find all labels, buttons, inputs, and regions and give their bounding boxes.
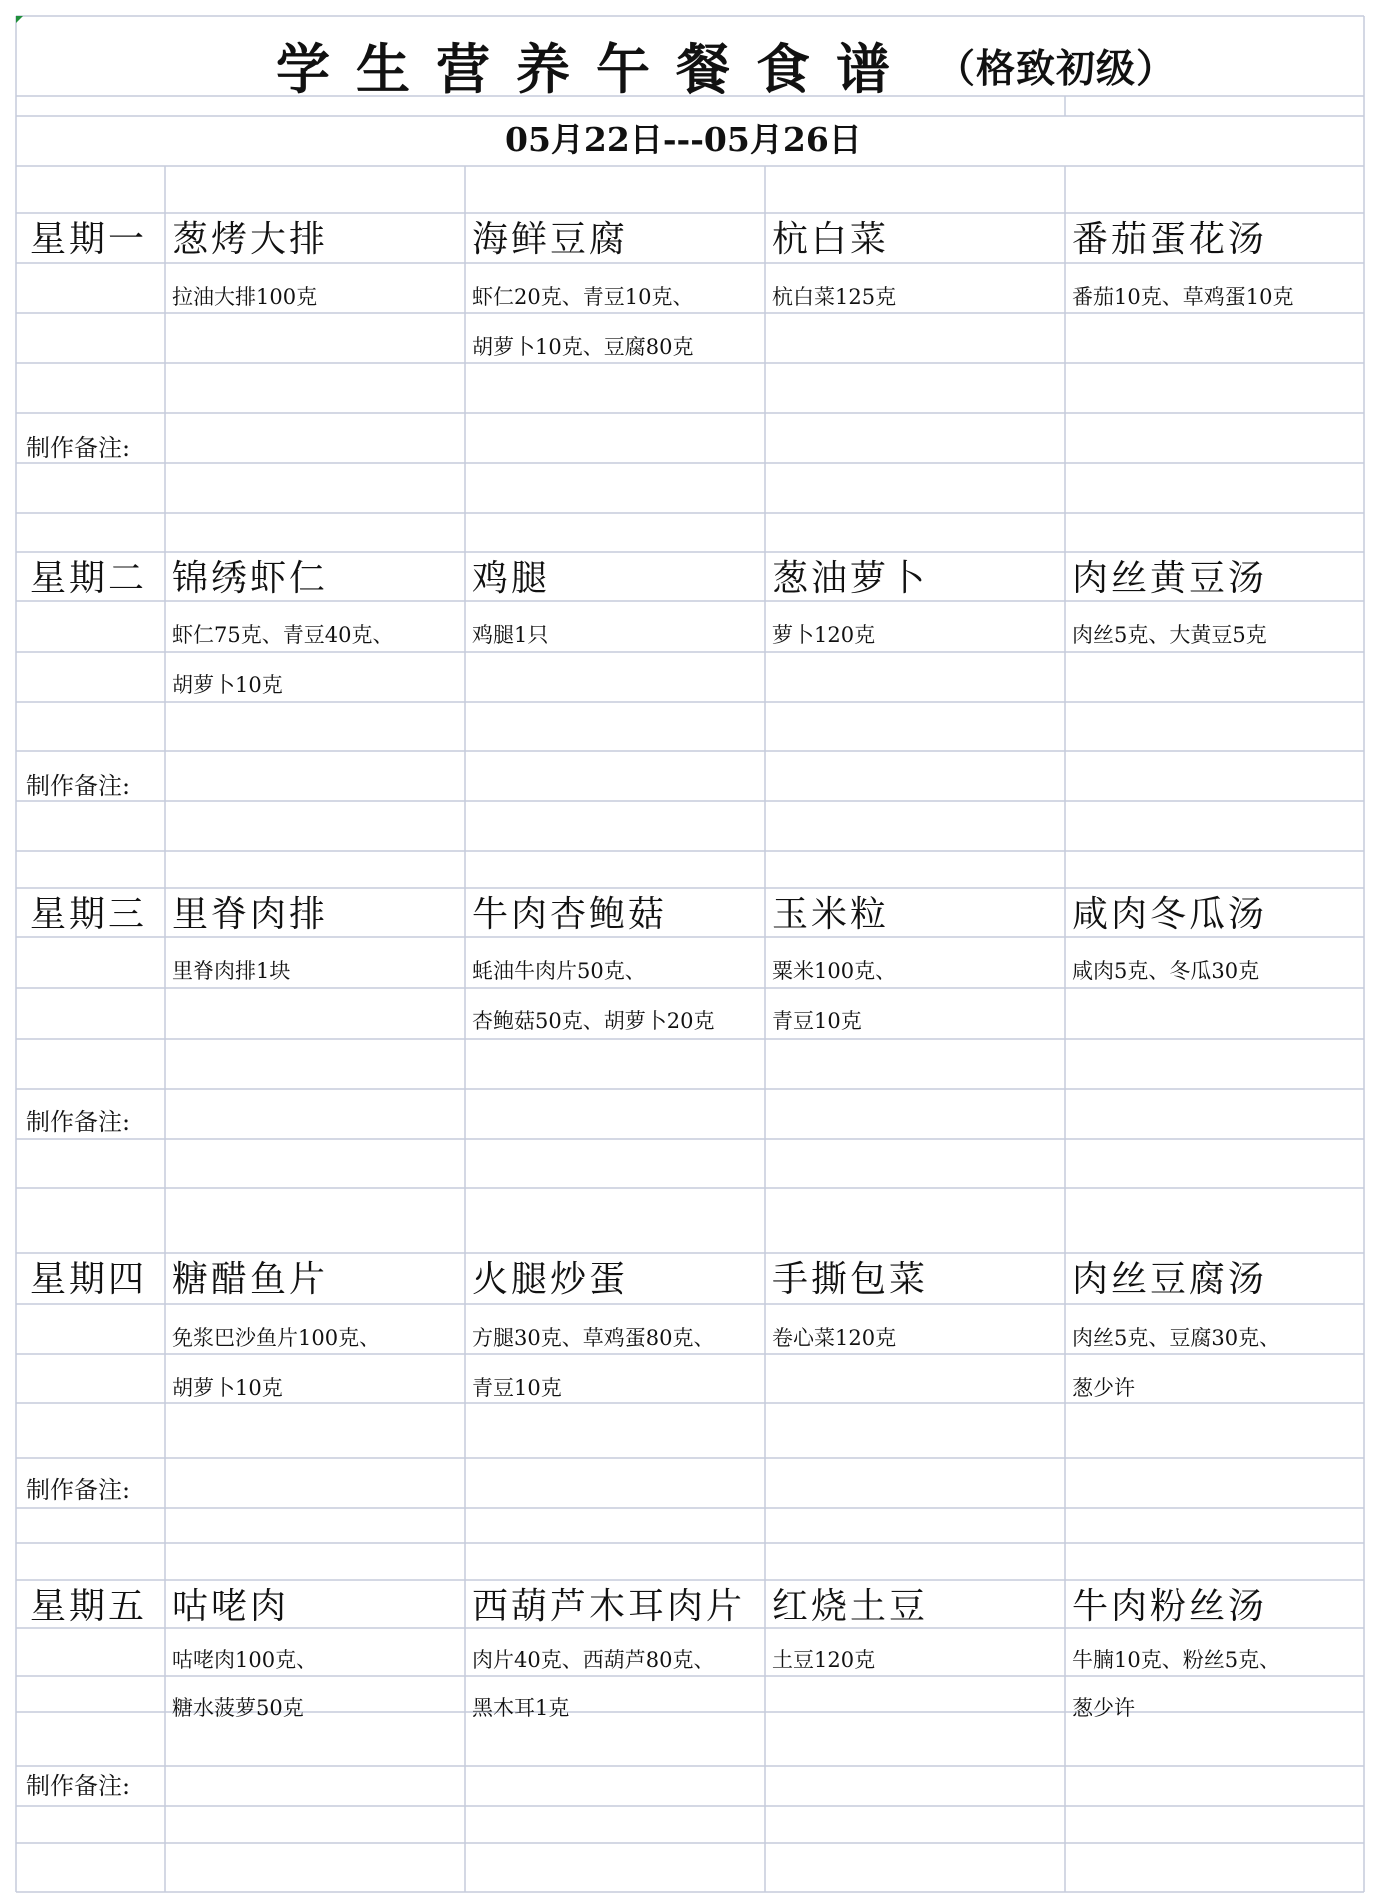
ingredient-line: 肉片40克、西葫芦80克、 (472, 1648, 715, 1672)
ingredient-line: 番茄10克、草鸡蛋10克 (1072, 285, 1294, 309)
dish-name: 葱烤大排 (172, 219, 329, 260)
dish-name: 牛肉杏鲍菇 (472, 894, 668, 935)
cell-indicator-icon (16, 16, 23, 23)
ingredient-line: 黑木耳1克 (472, 1696, 570, 1720)
dish-name: 手撕包菜 (772, 1259, 929, 1300)
dish-name: 牛肉粉丝汤 (1072, 1586, 1268, 1627)
dish-name: 鸡腿 (472, 558, 551, 599)
ingredient-line: 肉丝5克、大黄豆5克 (1072, 623, 1267, 647)
ingredient-line: 粟米100克、 (772, 959, 897, 983)
ingredient-line: 里脊肉排1块 (172, 959, 291, 983)
day-label: 星期一 (30, 219, 148, 260)
ingredient-line: 咸肉5克、冬瓜30克 (1072, 959, 1260, 983)
dish-name: 锦绣虾仁 (172, 558, 329, 599)
page-subtitle: （格致初级） (936, 46, 1177, 92)
ingredient-line: 胡萝卜10克、豆腐80克 (472, 335, 694, 359)
ingredient-line: 葱少许 (1072, 1376, 1135, 1400)
dish-name: 咸肉冬瓜汤 (1072, 894, 1268, 935)
production-note-label: 制作备注: (26, 1772, 131, 1800)
dish-name: 里脊肉排 (172, 894, 329, 935)
production-note-label: 制作备注: (26, 1476, 131, 1504)
dish-name: 红烧土豆 (772, 1586, 929, 1627)
ingredient-line: 肉丝5克、豆腐30克、 (1072, 1326, 1281, 1350)
page-title: 学生营养午餐食谱 (276, 37, 916, 101)
ingredient-line: 咕咾肉100克、 (172, 1648, 318, 1672)
production-note-label: 制作备注: (26, 434, 131, 462)
date-range: 05月22日---05月26日 (505, 120, 862, 159)
ingredient-line: 牛腩10克、粉丝5克、 (1072, 1648, 1281, 1672)
ingredient-line: 鸡腿1只 (472, 623, 549, 647)
ingredient-line: 拉油大排100克 (172, 285, 318, 309)
ingredient-line: 方腿30克、草鸡蛋80克、 (472, 1326, 715, 1350)
dish-name: 肉丝豆腐汤 (1072, 1259, 1268, 1300)
ingredient-line: 虾仁75克、青豆40克、 (172, 623, 394, 647)
day-label: 星期二 (30, 558, 148, 599)
ingredient-line: 青豆10克 (472, 1376, 562, 1400)
dish-name: 肉丝黄豆汤 (1072, 558, 1268, 599)
production-note-label: 制作备注: (26, 1108, 131, 1136)
ingredient-line: 杭白菜125克 (772, 285, 897, 309)
production-note-label: 制作备注: (26, 772, 131, 800)
dish-name: 海鲜豆腐 (472, 219, 629, 260)
ingredient-line: 土豆120克 (772, 1648, 876, 1672)
ingredient-line: 蚝油牛肉片50克、 (472, 959, 646, 983)
dish-name: 火腿炒蛋 (472, 1259, 629, 1300)
day-label: 星期五 (30, 1586, 148, 1627)
dish-name: 西葫芦木耳肉片 (472, 1586, 746, 1627)
ingredient-line: 胡萝卜10克 (172, 673, 283, 697)
ingredient-line: 葱少许 (1072, 1696, 1135, 1720)
ingredient-line: 青豆10克 (772, 1009, 862, 1033)
dish-name: 葱油萝卜 (772, 558, 929, 599)
dish-name: 玉米粒 (772, 894, 890, 935)
dish-name: 咕咾肉 (172, 1586, 290, 1627)
day-label: 星期四 (30, 1259, 148, 1300)
ingredient-line: 卷心菜120克 (772, 1326, 897, 1350)
ingredient-line: 胡萝卜10克 (172, 1376, 283, 1400)
ingredient-line: 糖水菠萝50克 (172, 1696, 304, 1720)
dish-name: 番茄蛋花汤 (1072, 219, 1268, 260)
ingredient-line: 杏鲍菇50克、胡萝卜20克 (472, 1009, 715, 1033)
dish-name: 糖醋鱼片 (172, 1259, 329, 1300)
day-label: 星期三 (30, 894, 148, 935)
ingredient-line: 免浆巴沙鱼片100克、 (172, 1326, 381, 1350)
ingredient-line: 虾仁20克、青豆10克、 (472, 285, 694, 309)
dish-name: 杭白菜 (772, 219, 890, 260)
ingredient-line: 萝卜120克 (772, 623, 876, 647)
